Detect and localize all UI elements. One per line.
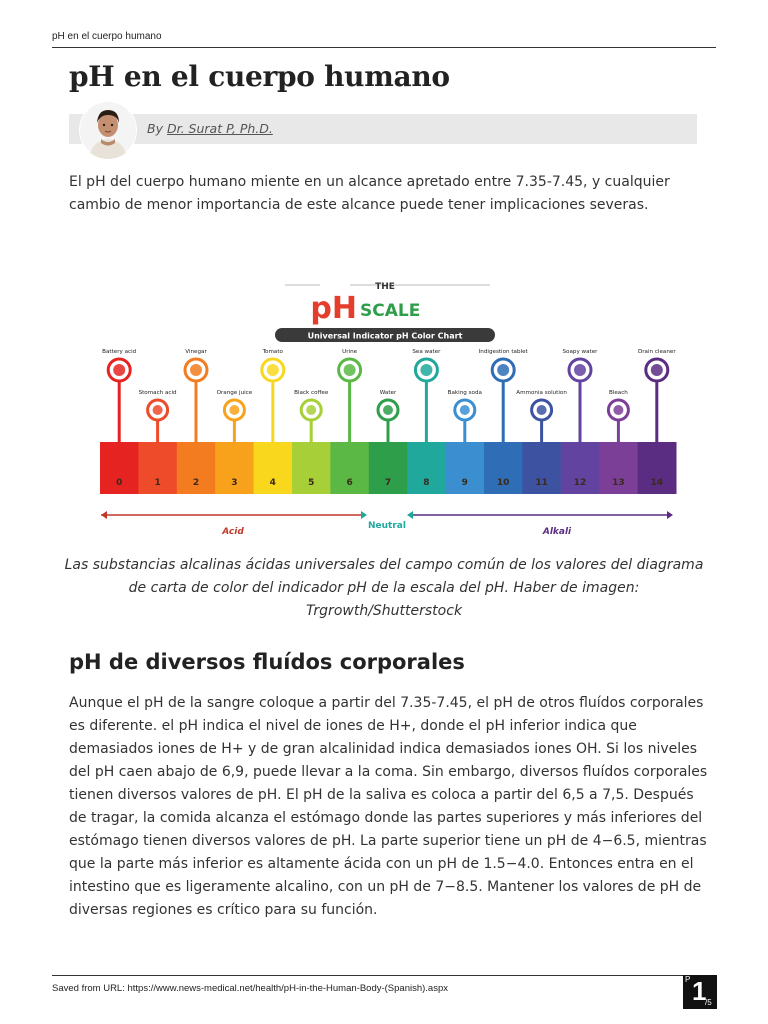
indicator-label: Drain cleaner xyxy=(637,349,676,355)
indicator-label: Ammonia solution xyxy=(516,390,567,396)
scale-tick-3: 3 xyxy=(231,478,238,488)
alkali-arrowhead-left xyxy=(407,511,413,519)
alkali-arrowhead-right xyxy=(667,511,673,519)
scale-tick-11: 11 xyxy=(535,478,548,488)
scale-tick-12: 12 xyxy=(573,478,587,488)
acid-alkali-legend xyxy=(101,511,673,537)
indicator-label: Vinegar xyxy=(185,349,207,355)
scale-tick-13: 13 xyxy=(612,478,625,488)
indicator-label: Bleach xyxy=(608,390,628,396)
ph-label: pH xyxy=(310,291,357,326)
tomato-icon-glyph xyxy=(267,364,279,376)
ph-scale-graphic xyxy=(95,270,680,540)
ph-color-scale xyxy=(100,442,677,494)
scale-tick-6: 6 xyxy=(346,478,353,488)
page-total: /5 xyxy=(705,998,712,1007)
scale-tick-9: 9 xyxy=(461,478,468,488)
section-body: Aunque el pH de la sangre coloque a partir del 7.35-7.45, el pH de otros fluídos corporales es diferente. el pH indica el nivel de iones de H+, donde el pH inferior indica que demasiados iones de H+ y de gran alcalinidad indica demasiados iones OH. Si los niveles del pH caen abajo de 6,9, puede llevar a la coma. Sin embargo, diversos fluídos corporales tienen diversos valores de pH. El pH de la saliva es coloca a partir del 6,5 a 7,5. Después de tragar, la comida alcanza el estómago donde las partes superiores y más inferiores del estómago tienen diversos valores de pH. La parte superior tiene un pH de 4−6.5, mientras que la parte más inferior es altamente ácida con un pH de 1.5−4.0. Entonces entra en el intestino que es ligeramente alcalino, con un pH de 7−8.5. Mantener los valores de pH de diversas regiones es crítico para su función. xyxy=(69,695,708,918)
alkali-label: Alkali xyxy=(542,527,572,537)
scale-tick-10: 10 xyxy=(496,478,510,488)
indicator-label: Black coffee xyxy=(294,390,329,396)
the-label: THE xyxy=(375,282,395,292)
acid-arrowhead-right xyxy=(361,511,367,519)
author-link[interactable]: Dr. Surat P, Ph.D. xyxy=(166,121,273,136)
battery-icon-glyph xyxy=(113,364,125,376)
indicator-label: Soapy water xyxy=(562,349,598,355)
section-heading: pH de diversos fluídos corporales xyxy=(69,650,465,674)
neutral-label: Neutral xyxy=(368,521,406,531)
soap-icon-glyph xyxy=(574,364,586,376)
ph-scale-figure xyxy=(95,270,680,540)
author-avatar xyxy=(79,101,137,159)
chart-title: Universal Indicator pH Color Chart xyxy=(307,331,463,341)
indicator-label: Sea water xyxy=(412,349,441,355)
footer-rule xyxy=(52,975,683,976)
saved-from-url: Saved from URL: https://www.news-medical.net/health/pH-in-the-Human-Body-(Spanish).aspx xyxy=(52,983,448,994)
scale-tick-2: 2 xyxy=(192,478,200,488)
scale-tick-0: 0 xyxy=(116,478,123,488)
baking-soda-icon-glyph xyxy=(460,405,470,415)
vinegar-bottle-icon-glyph xyxy=(190,364,202,376)
tablet-icon-glyph xyxy=(497,364,509,376)
page-number: 1 xyxy=(692,976,707,1006)
article-title: pH en el cuerpo humano xyxy=(69,60,450,93)
scale-label: SCALE xyxy=(360,301,421,321)
water-drop-icon-glyph xyxy=(383,405,393,415)
page-number-badge xyxy=(683,975,717,1009)
scale-tick-1: 1 xyxy=(154,478,161,488)
intro-paragraph: El pH del cuerpo humano miente en un alcance apretado entre 7.35-7.45, y cualquier cambio de menor importancia de este alcance puede tener implicaciones severas. xyxy=(69,174,670,213)
acid-label: Acid xyxy=(222,527,244,537)
orange-juice-icon-glyph xyxy=(229,405,239,415)
byline xyxy=(147,121,273,136)
indicator-label: Indigestion tablet xyxy=(478,349,528,355)
indicator-label: Urine xyxy=(342,349,358,355)
bleach-icon-glyph xyxy=(613,405,623,415)
figure-caption: Las substancias alcalinas ácidas universales del campo común de los valores del diagrama de carta de color del indicador pH de la escala del pH. Haber de imagen: Trgrowth/Shutterstock xyxy=(64,557,704,619)
indicator-label: Tomato xyxy=(262,349,283,355)
acid-arrowhead-left xyxy=(101,511,107,519)
drain-cleaner-icon-glyph xyxy=(651,364,663,376)
coffee-icon-glyph xyxy=(306,405,316,415)
wave-icon-glyph xyxy=(420,364,432,376)
urine-cup-icon-glyph xyxy=(344,364,356,376)
scale-tick-4: 4 xyxy=(269,478,276,488)
indicator-label: Stomach acid xyxy=(138,390,177,396)
scale-tick-14: 14 xyxy=(650,478,664,488)
header-rule xyxy=(52,47,716,48)
stomach-icon-glyph xyxy=(153,405,163,415)
indicator-label: Orange juice xyxy=(216,390,253,396)
indicator-label: Water xyxy=(379,390,397,396)
lower-indicators xyxy=(139,390,629,442)
page-prefix: P xyxy=(685,975,691,984)
indicator-label: Baking soda xyxy=(447,390,482,396)
running-header: pH en el cuerpo humano xyxy=(52,31,162,42)
ammonia-flask-icon-glyph xyxy=(537,405,547,415)
scale-tick-8: 8 xyxy=(423,478,430,488)
scale-tick-7: 7 xyxy=(384,478,392,488)
scale-tick-5: 5 xyxy=(308,478,315,488)
byline-prefix: By xyxy=(147,121,163,136)
indicator-label: Battery acid xyxy=(102,349,137,355)
